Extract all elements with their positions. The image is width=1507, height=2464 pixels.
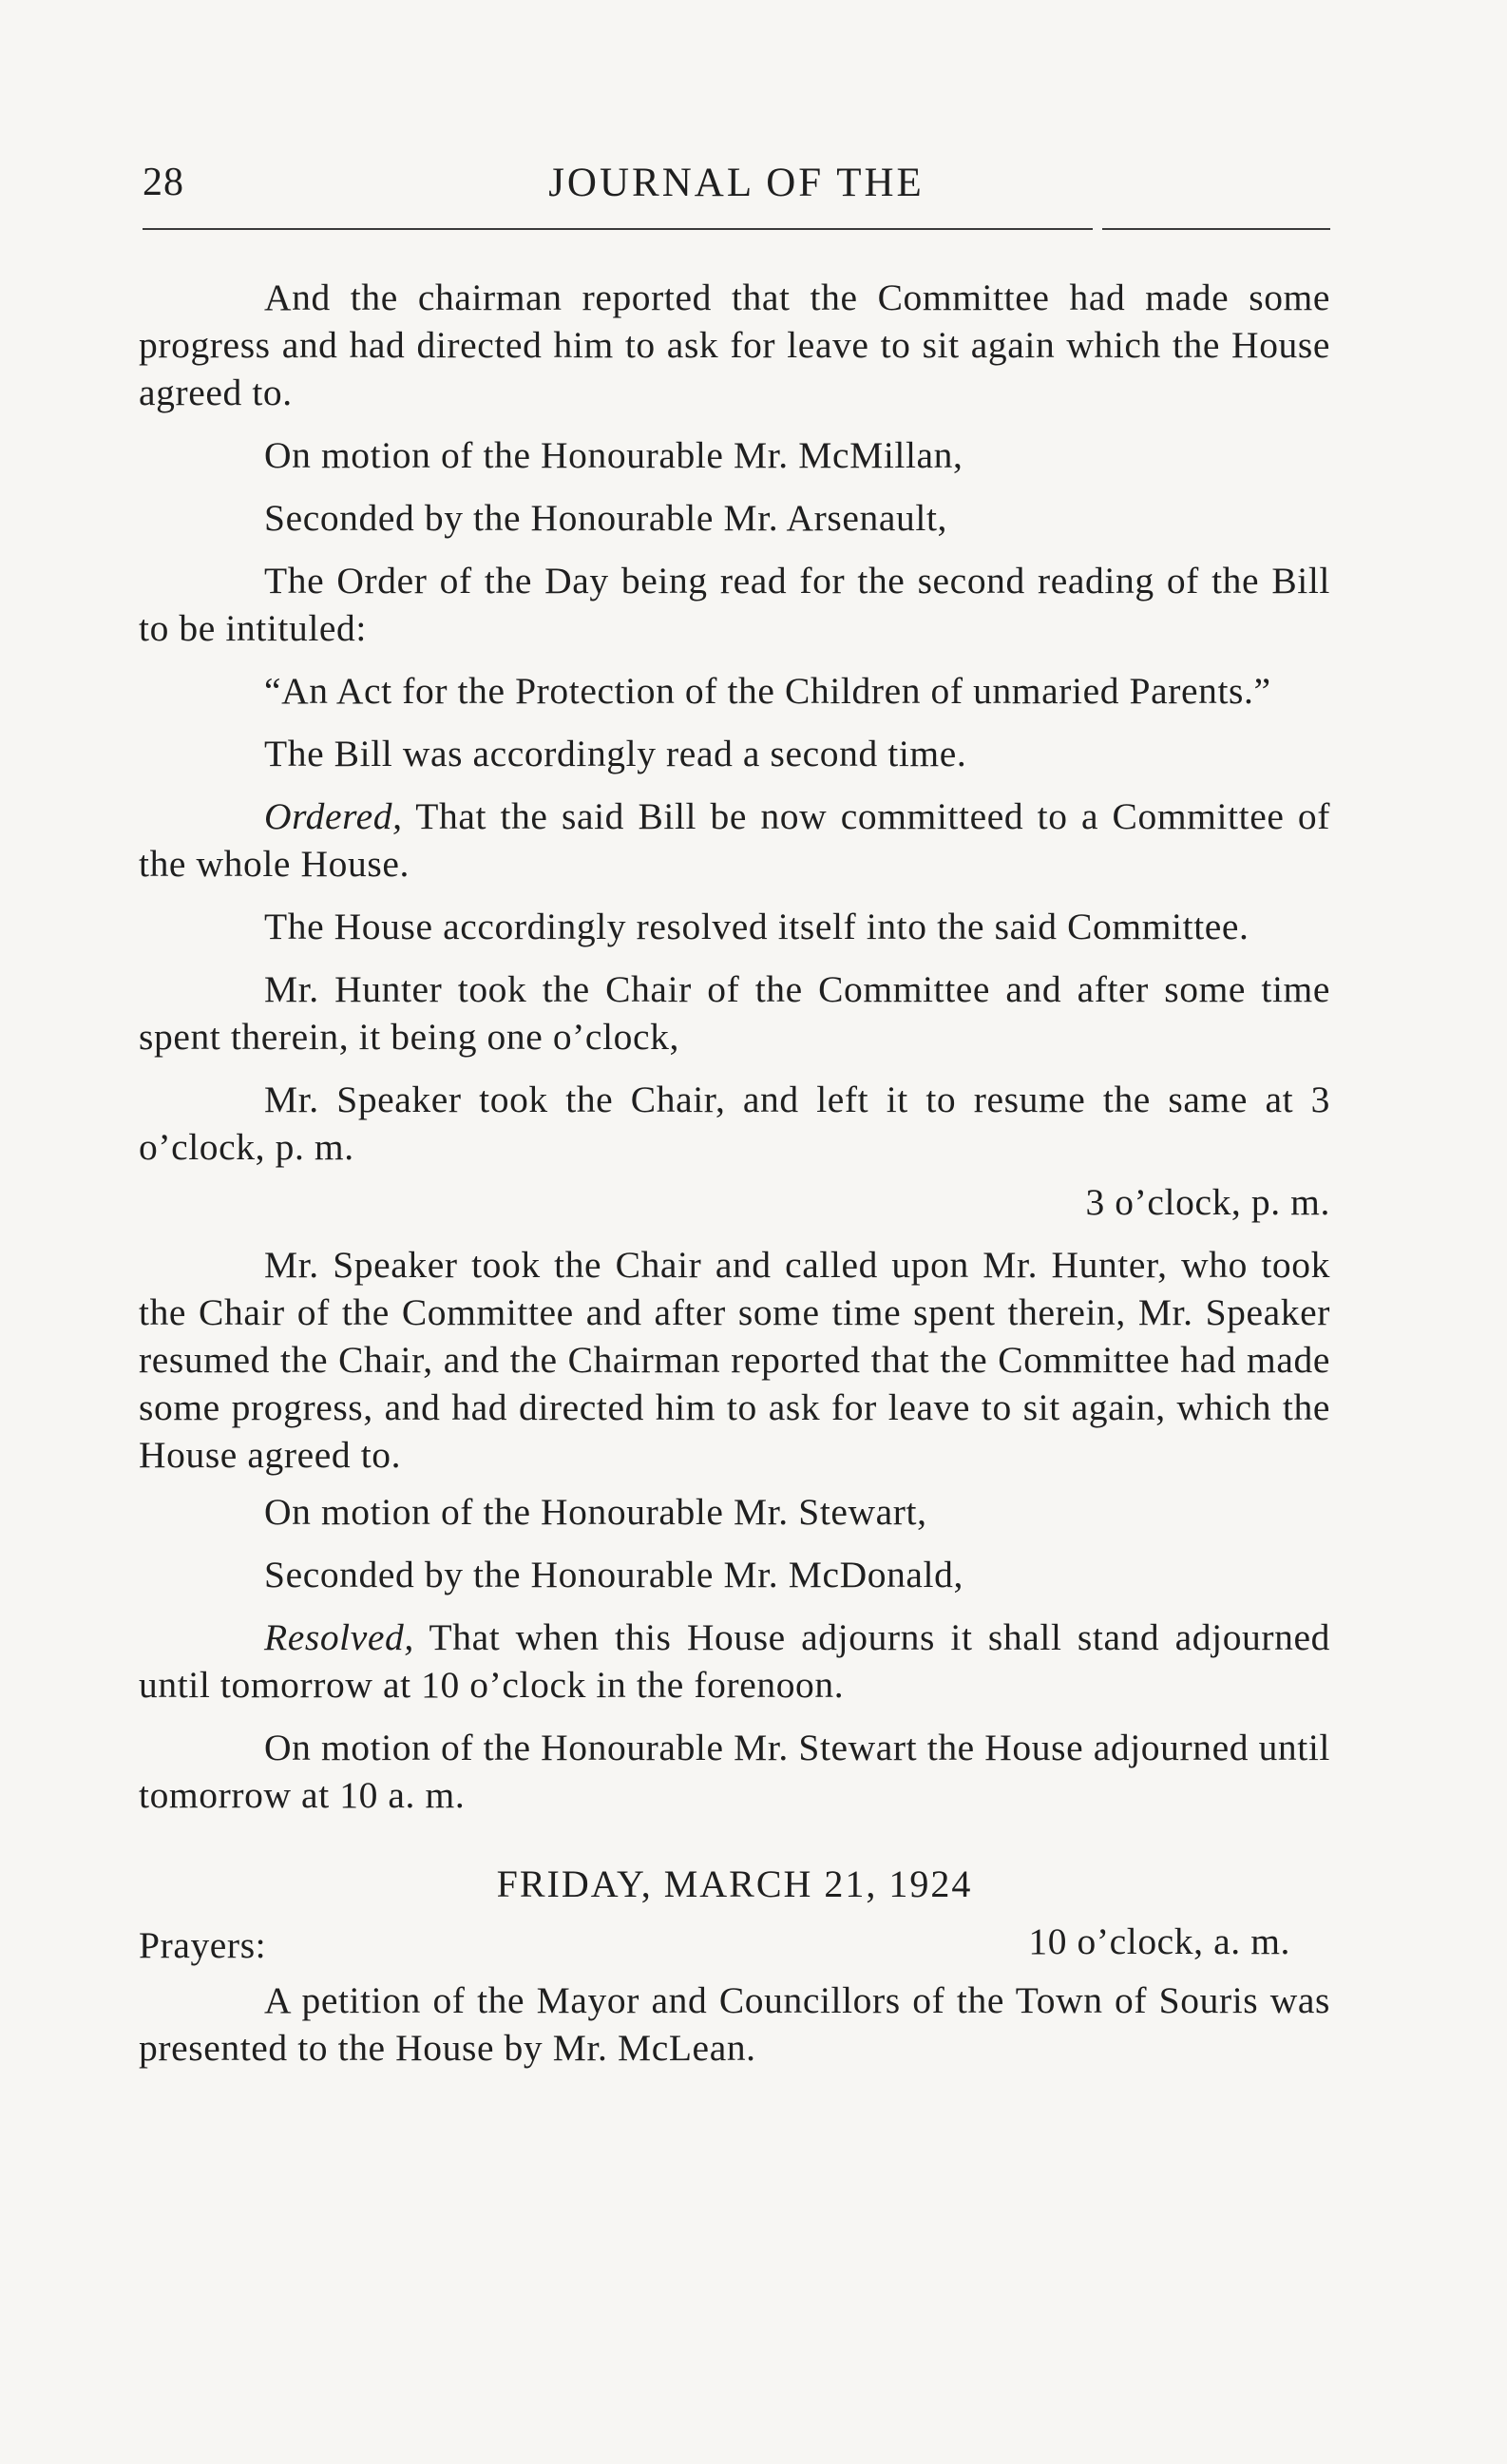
running-head: JOURNAL OF THE [548, 161, 925, 205]
journal-body [139, 274, 1330, 2072]
paragraph-speaker-hunter: Mr. Speaker took the Chair and called upon Mr. Hunter, who took the Chair of the Committee and after some time spent therein, Mr. Speaker resumed the Chair, and the Chairman reported that the Committee had made some progress, and had directed him to ask for leave to sit again, which the House agreed to. [139, 1244, 1330, 1476]
time-afternoon: 3 o’clock, p. m. [1085, 1181, 1330, 1223]
page-number: 28 [143, 161, 184, 204]
paragraph-adjourned: On motion of the Honourable Mr. Stewart the House adjourned until tomorrow at 10 a. m. [139, 1727, 1330, 1816]
paragraph-ordered [139, 793, 1330, 888]
paragraph-petition: A petition of the Mayor and Councillors of the Town of Souris was presented to the House by Mr. McLean. [139, 1979, 1330, 2069]
header-rule-left [143, 228, 1093, 230]
paragraph-hunter-chair: Mr. Hunter took the Chair of the Committee and after some time spent therein, it being one o’clock, [139, 968, 1330, 1058]
resolved-text: That when this House adjourns it shall stand adjourned until tomorrow at 10 o’clock in the forenoon. [139, 1616, 1330, 1706]
paragraph-seconded-mcdonald: Seconded by the Honourable Mr. McDonald, [264, 1554, 963, 1595]
paragraph-motion-stewart: On motion of the Honourable Mr. Stewart, [264, 1491, 927, 1533]
paragraph-resolved [139, 1614, 1330, 1709]
page-header [143, 160, 1330, 217]
paragraph-seconded-arsenault: Seconded by the Honourable Mr. Arsenault, [264, 497, 947, 539]
paragraph-bill-title: “An Act for the Protection of the Children of unmaried Parents.” [264, 670, 1271, 712]
prayers-label: Prayers: [139, 1924, 267, 1966]
prayers-line [139, 1916, 1330, 1967]
time-morning: 10 o’clock, a. m. [1028, 1920, 1290, 1962]
header-rule-right [1102, 228, 1330, 230]
resolved-label: Resolved, [264, 1616, 414, 1658]
paragraph-resolved-committee: The House accordingly resolved itself into the said Committee. [264, 906, 1249, 947]
paragraph-chairman-report: And the chairman reported that the Committee had made some progress and had directed him to ask for leave to sit again which the House agreed to. [139, 277, 1330, 413]
paragraph-second-reading: The Bill was accordingly read a second time. [264, 733, 967, 774]
paragraph-speaker-left: Mr. Speaker took the Chair, and left it to resume the same at 3 o’clock, p. m. [139, 1079, 1330, 1168]
date-heading: FRIDAY, MARCH 21, 1924 [496, 1862, 973, 1905]
paragraph-order-of-day: The Order of the Day being read for the second reading of the Bill to be intituled: [139, 560, 1330, 649]
paragraph-motion-mcmillan: On motion of the Honourable Mr. McMillan, [264, 434, 963, 476]
ordered-label: Ordered, [264, 795, 403, 837]
ordered-text: That the said Bill be now committeed to a Committee of the whole House. [139, 795, 1330, 885]
